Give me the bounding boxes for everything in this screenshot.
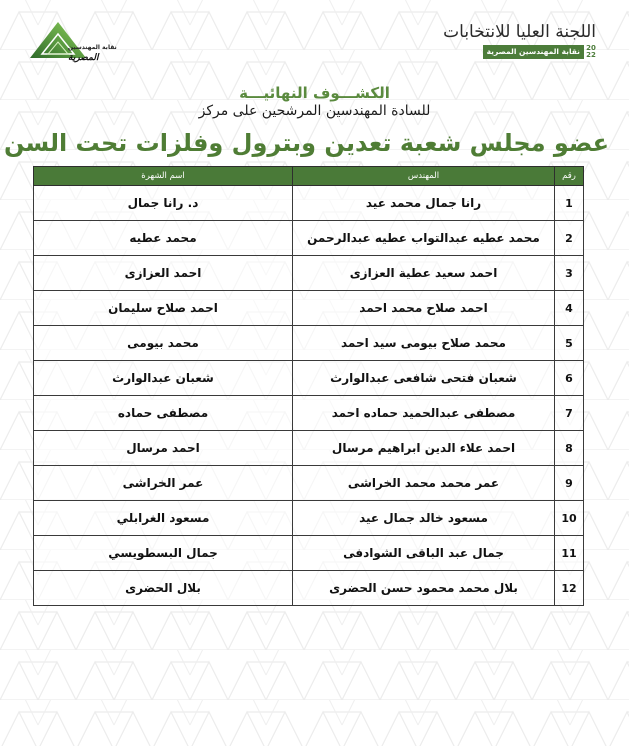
known-as-name: احمد مرسال: [34, 431, 293, 466]
engineer-name: مسعود خالد جمال عيد: [293, 501, 555, 536]
table-row: [34, 466, 584, 501]
row-number: 12: [555, 571, 584, 606]
engineer-name: محمد صلاح بيومى سيد احمد: [293, 326, 555, 361]
row-number: 2: [555, 221, 584, 256]
row-number: 11: [555, 536, 584, 571]
page-subtitle: للسادة المهندسين المرشحين على مركز: [198, 103, 431, 119]
engineer-name: بلال محمد محمود حسن الحضرى: [293, 571, 555, 606]
engineer-name: احمد صلاح محمد احمد: [293, 291, 555, 326]
known-as-name: جمال البسطويسي: [34, 536, 293, 571]
row-number: 9: [555, 466, 584, 501]
engineer-name: احمد علاء الدين ابراهيم مرسال: [293, 431, 555, 466]
position-title: عضو مجلس شعبة تعدين وبترول وفلزات تحت السن: [3, 129, 609, 157]
table-row: [34, 431, 584, 466]
known-as-name: مصطفى حماده: [34, 396, 293, 431]
table-row: [34, 221, 584, 256]
left-logo-line2: المصرية: [68, 53, 99, 63]
row-number: 10: [555, 501, 584, 536]
page-title: الكشـــوف النهائيـــة: [239, 84, 390, 102]
syndicate-name-strip: نقابة المهندسين المصرية: [483, 45, 584, 59]
engineer-name: رانا جمال محمد عيد: [293, 186, 555, 221]
row-number: 6: [555, 361, 584, 396]
table-row: [34, 256, 584, 291]
row-number: 7: [555, 396, 584, 431]
table-header-row: [34, 167, 584, 186]
engineer-name: جمال عبد الباقى الشوادفى: [293, 536, 555, 571]
engineer-name: شعبان فتحى شافعى عبدالوارث: [293, 361, 555, 396]
year-badge: [586, 45, 596, 59]
syndicate-logo: [28, 20, 117, 68]
year-top: 20: [586, 44, 596, 52]
table-row: [34, 536, 584, 571]
known-as-name: محمد عطيه: [34, 221, 293, 256]
header-number: رقم: [555, 167, 584, 186]
engineer-name: عمر محمد محمد الخراشى: [293, 466, 555, 501]
engineer-name: محمد عطيه عبدالتواب عطيه عبدالرحمن: [293, 221, 555, 256]
row-number: 8: [555, 431, 584, 466]
table-row: [34, 361, 584, 396]
row-number: 4: [555, 291, 584, 326]
table-row: [34, 186, 584, 221]
committee-calligraphy: اللجنة العليا للانتخابات: [443, 22, 596, 42]
election-committee-logo: [443, 22, 596, 70]
row-number: 3: [555, 256, 584, 291]
row-number: 5: [555, 326, 584, 361]
table-row: [34, 396, 584, 431]
row-number: 1: [555, 186, 584, 221]
header-known-as: اسم الشهرة: [34, 167, 293, 186]
known-as-name: بلال الحضرى: [34, 571, 293, 606]
table-row: [34, 501, 584, 536]
known-as-name: احمد صلاح سليمان: [34, 291, 293, 326]
table-row: [34, 291, 584, 326]
year-bottom: 22: [586, 51, 596, 59]
known-as-name: مسعود الغرابلي: [34, 501, 293, 536]
known-as-name: احمد العزازى: [34, 256, 293, 291]
candidates-table: [33, 166, 584, 606]
left-logo-line1: نقابة المهندسين: [68, 44, 117, 51]
known-as-name: شعبان عبدالوارث: [34, 361, 293, 396]
known-as-name: عمر الخراشى: [34, 466, 293, 501]
known-as-name: محمد بيومى: [34, 326, 293, 361]
table-row: [34, 326, 584, 361]
table-row: [34, 571, 584, 606]
header-engineer: المهندس: [293, 167, 555, 186]
engineer-name: مصطفى عبدالحميد حماده احمد: [293, 396, 555, 431]
engineer-name: احمد سعيد عطية العزازى: [293, 256, 555, 291]
known-as-name: د. رانا جمال: [34, 186, 293, 221]
